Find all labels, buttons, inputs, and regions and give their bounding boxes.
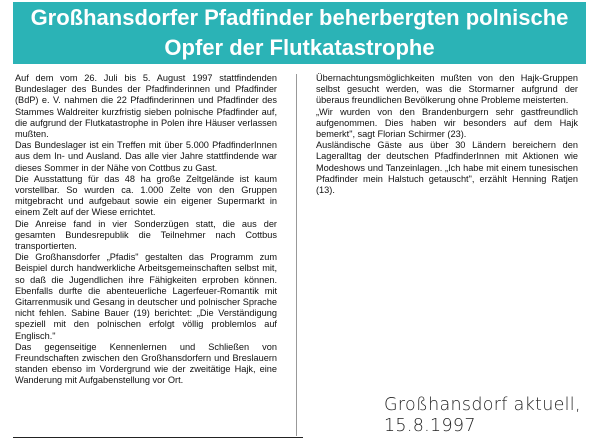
headline-line-2: Opfer der Flutkatastrophe	[164, 35, 435, 60]
source-caption	[384, 395, 596, 437]
paragraph: Die Anreise fand in vier Sonderzügen statt, die aus der gesamten Bundesrepublik die Teilnehmer nach Cottbus transportierten.	[15, 218, 277, 252]
paragraph: Auf dem vom 26. Juli bis 5. August 1997 stattfindenden Bundeslager des Bundes der Pfadfinderinnen und Pfadfinder (BdP) e. V. nahmen die 22 Pfadfinderinnen und Pfadfinder des Stammes Waldreiter kurzfristig sieben polnische Pfadfinder auf, die aufgrund der Flutkatastrophe in Polen ihre Häuser verlassen mußten.	[15, 73, 277, 140]
source-publication: Großhansdorf aktuell,	[384, 395, 581, 415]
bottom-rule	[13, 437, 303, 438]
source-date: 15.8.1997	[384, 416, 476, 436]
paragraph: Ausländische Gäste aus über 30 Ländern bereichern den Lageralltag der deutschen PfadfinderInnen mit Aktionen wie Modeshows und Tanzeinlagen. „Ich habe mit einem tunesischen Pfadfinder mein Halstuch getauscht", erzählt Henning Ratjen (13).	[316, 140, 578, 196]
article-right-column	[316, 73, 578, 196]
headline-line-1: Großhansdorfer Pfadfinder beherbergten polnische	[30, 5, 569, 30]
article-left-column	[15, 73, 277, 387]
paragraph: Das gegenseitige Kennenlernen und Schließen von Freundschaften zwischen den Großhansdorfern und Breslauern standen ebenso im Vordergrund wie der zweitätige Hajk, eine Wanderung mit Aufgabenstellung vor Ort.	[15, 341, 277, 386]
paragraph: Das Bundeslager ist ein Treffen mit über 5.000 PfadfinderInnen aus dem In- und Ausland. Das alle vier Jahre stattfindende war dieses Sommer in der Nähe von Cottbus zu Gast.	[15, 140, 277, 173]
paragraph: Übernachtungsmöglichkeiten mußten von den Hajk-Gruppen selbst gesucht werden, was die Stormarner aufgrund der überaus freundlichen Bevölkerung ohne Probleme meisterten.	[316, 73, 578, 106]
paragraph: „Wir wurden von den Brandenburgern sehr gastfreundlich aufgenommen. Dies haben wir besonders auf dem Hajk bemerkt", sagt Florian Schirmer (23).	[316, 106, 578, 140]
paragraph: Die Ausstattung für das 48 ha große Zeltgelände ist kaum vorstellbar. So wurden ca. 1.000 Zelte von den Gruppen mitgebracht und aufgebaut sowie ein eigener Supermarkt in einem Zelt auf der Wiese errichtet.	[15, 173, 277, 218]
paragraph: Die Großhansdorfer „Pfadis" gestalten das Programm zum Beispiel durch handwerkliche Arbeitsgemeinschaften selbst mit, so daß die Jugendlichen ihre Fähigkeiten erproben können. Ebenfalls durfte die abenteuerliche Lagerfeuer-Romantik mit Gitarrenmusik und Gesang in deutscher und polnischer Sprache nicht fehlen. Sabine Bauer (19) berichtet: „Die Verständigung speziell mit den polnischen erfolgt völlig problemlos auf Englisch."	[15, 252, 277, 341]
column-divider	[296, 74, 297, 436]
